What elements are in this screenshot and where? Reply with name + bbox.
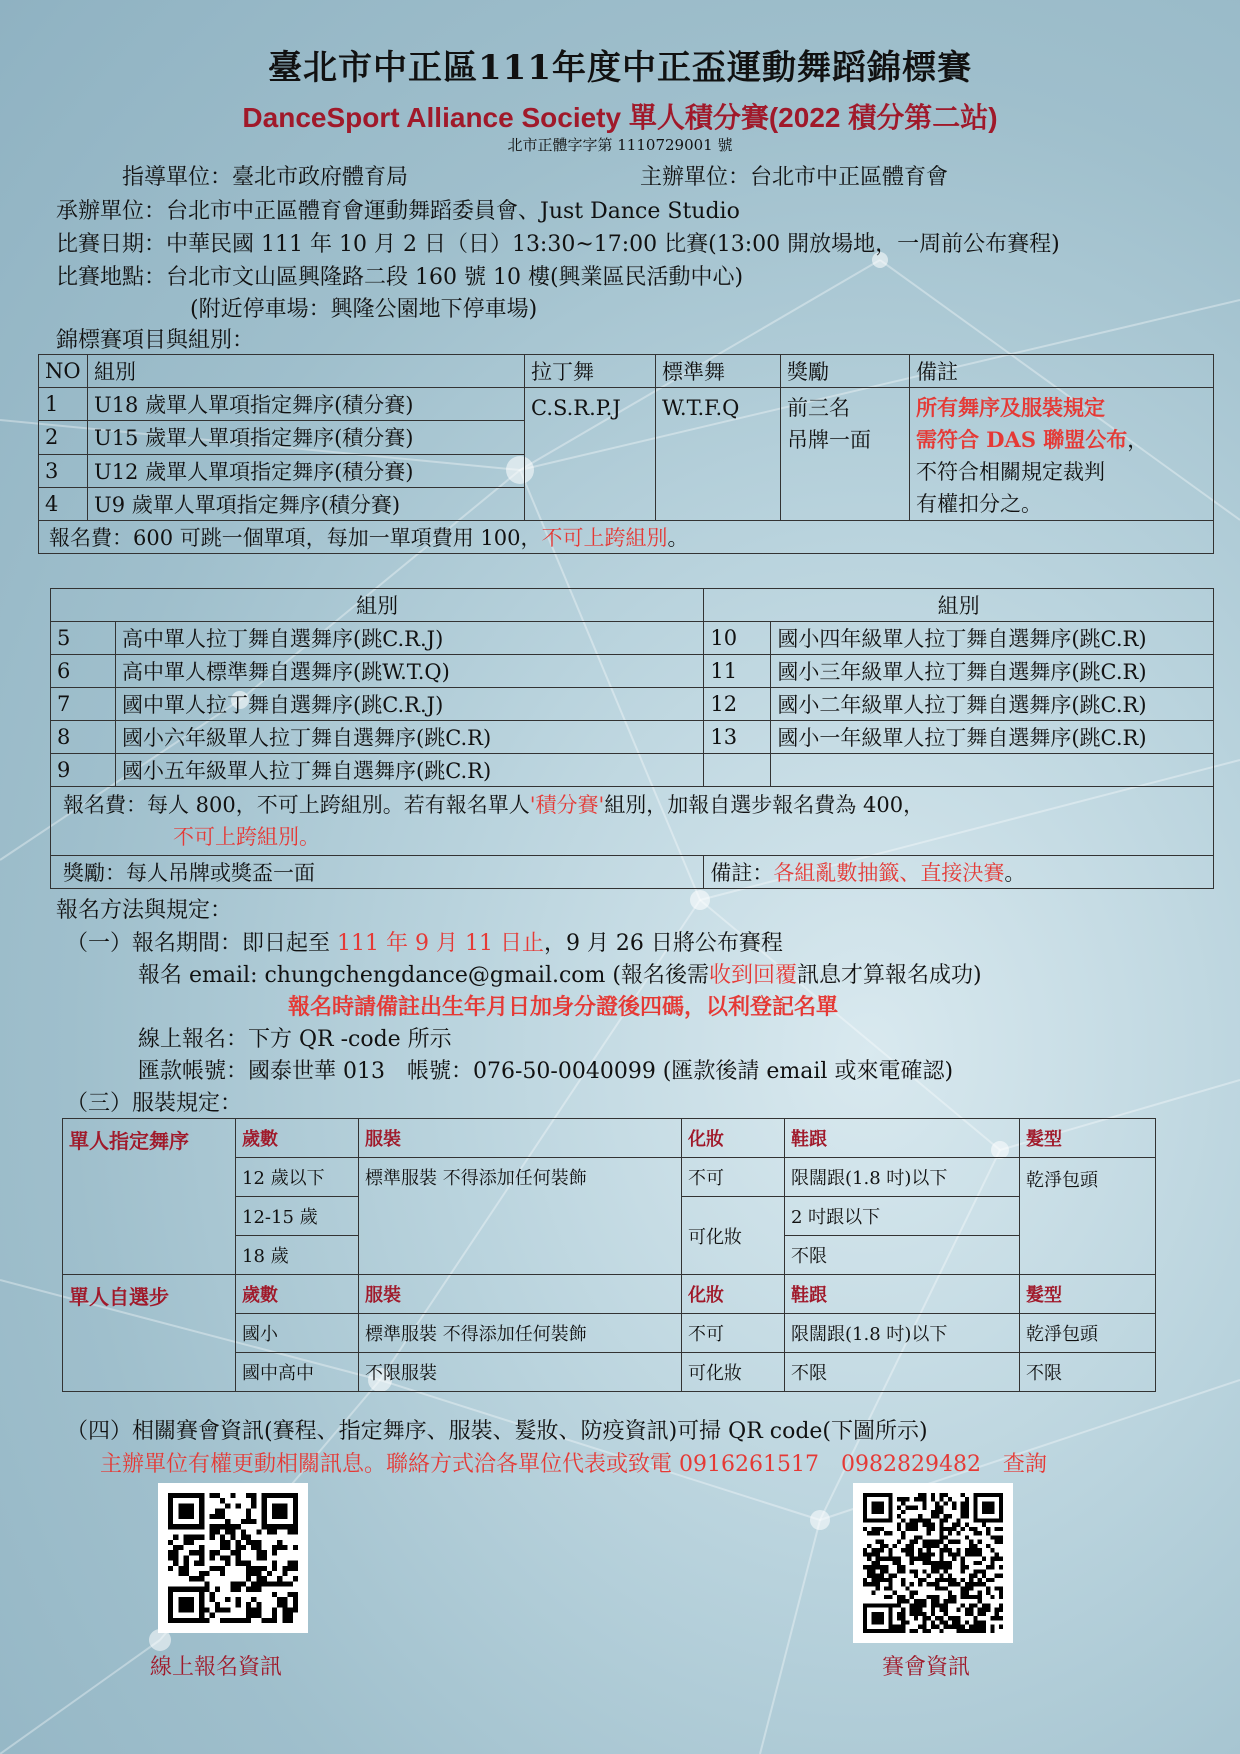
dress-code-table: 單人指定舞序 歲數 服裝 化妝 鞋跟 髮型 12 歲以下 標準服裝 不得添加任何裝飾 不可 限闊跟(1.8 吋)以下 乾淨包頭 12-15 歲 可化妝 2 吋跟以下 18 歲 不限 單人自選步 歲數 服裝 化妝 鞋跟 髮型 國小 標準服裝 不得添加任何裝飾 不可 限闊跟(1.8 吋)以下 乾淨包頭 國中高中 不限服裝 可化妝 不限 不限 bbox=[62, 1118, 1156, 1392]
guide-unit: 指導單位：臺北市政府體育局 bbox=[122, 165, 409, 190]
table-header-row: NO 組別 拉丁舞 標準舞 獎勵 備註 bbox=[39, 355, 1214, 388]
category-free-choice: 單人自選步 bbox=[63, 1275, 236, 1392]
fee-row: 報名費：每人 800，不可上跨組別。若有報名單人'積分賽'組別，加報自選步報名費為 400， 不可上跨組別。 bbox=[51, 787, 1214, 856]
remarks: 所有舞序及服裝規定 需符合 DAS 聯盟公布， 不符合相關規定裁判 有權扣分之。 bbox=[910, 388, 1214, 521]
page-subtitle: DanceSport Alliance Society 單人積分賽(2022 積分第二站) bbox=[242, 102, 998, 133]
fee-row: 報名費：600 可跳一個單項，每加一單項費用 100，不可上跨組別。 bbox=[39, 521, 1214, 554]
reward-row: 獎勵：每人吊牌或獎盃一面 備註：各組亂數抽籤、直接決賽。 bbox=[51, 856, 1214, 889]
table-row: 2 U15 歲單人單項指定舞序(積分賽) bbox=[39, 421, 1214, 454]
table-row: 9 國小五年級單人拉丁舞自選舞序(跳C.R) bbox=[51, 754, 1214, 787]
table-row: 18 歲 不限 bbox=[63, 1236, 1156, 1275]
event-venue: 比賽地點：台北市文山區興隆路二段 160 號 10 樓(興業區民活動中心) bbox=[56, 265, 744, 290]
event-date: 比賽日期：中華民國 111 年 10 月 2 日（日）13:30~17:00 比賽(13:00 開放場地，一周前公布賽程) bbox=[56, 232, 1060, 257]
table-row: 國小 標準服裝 不得添加任何裝飾 不可 限闊跟(1.8 吋)以下 乾淨包頭 bbox=[63, 1314, 1156, 1353]
dress-heading: （三）服裝規定： bbox=[66, 1091, 243, 1116]
table-row: 7 國中單人拉丁舞自選舞序(跳C.R.J) 12 國小二年級單人拉丁舞自選舞序(跳C.R) bbox=[51, 688, 1214, 721]
registration-notice: 報名時請備註出生年月日加身分證後四碼，以利登記名單 bbox=[288, 994, 839, 1020]
qr-code-registration[interactable] bbox=[158, 1483, 308, 1633]
organizer-unit: 承辦單位：台北市中正區體育會運動舞蹈委員會、Just Dance Studio bbox=[56, 199, 740, 224]
table-row: 6 高中單人標準舞自選舞序(跳W.T.Q) 11 國小三年級單人拉丁舞自選舞序(跳C.R) bbox=[51, 655, 1214, 688]
standard-dances: W.T.F.Q bbox=[656, 388, 781, 521]
table-row: 12 歲以下 標準服裝 不得添加任何裝飾 不可 限闊跟(1.8 吋)以下 乾淨包頭 bbox=[63, 1158, 1156, 1197]
event-info-note: （四）相關賽會資訊(賽程、指定舞序、服裝、髮妝、防疫資訊)可掃 QR code(下圖所示) bbox=[66, 1419, 928, 1444]
table-header-row: 組別 組別 bbox=[51, 589, 1214, 622]
contact-note: 主辦單位有權更動相關訊息。聯絡方式洽各單位代表或致電 0916261517 0982829482 查詢 bbox=[100, 1452, 1047, 1477]
points-competition-table bbox=[38, 354, 1214, 554]
online-registration: 線上報名：下方 QR -code 所示 bbox=[138, 1027, 452, 1052]
registration-period: （一）報名期間：即日起至 111 年 9 月 11 日止，9 月 26 日將公布賽程 bbox=[66, 931, 783, 956]
table-row: 12-15 歲 可化妝 2 吋跟以下 bbox=[63, 1197, 1156, 1236]
table-row: 3 U12 歲單人單項指定舞序(積分賽) bbox=[39, 454, 1214, 487]
qr-caption-registration: 線上報名資訊 bbox=[150, 1655, 283, 1680]
reward: 前三名 吊牌一面 bbox=[781, 388, 910, 521]
page-title: 臺北市中正區111年度中正盃運動舞蹈錦標賽 bbox=[268, 48, 972, 88]
qr-caption-event-info: 賽會資訊 bbox=[882, 1655, 971, 1680]
parking-info: (附近停車場：興隆公園地下停車場) bbox=[190, 297, 538, 322]
host-unit: 主辦單位：台北市中正區體育會 bbox=[640, 165, 949, 190]
registration-heading: 報名方法與規定： bbox=[56, 898, 233, 923]
bank-account: 匯款帳號：國泰世華 013 帳號：076-50-0040099 (匯款後請 email 或來電確認) bbox=[138, 1059, 954, 1084]
table-row: 1 U18 歲單人單項指定舞序(積分賽) C.S.R.P.J W.T.F.Q 前三名 吊牌一面 所有舞序及服裝規定 需符合 DAS 聯盟公布， 不符合相關規定裁判 有權扣分之。 bbox=[39, 388, 1214, 421]
table-row: 4 U9 歲單人單項指定舞序(積分賽) bbox=[39, 487, 1214, 520]
table-row: 國中高中 不限服裝 可化妝 不限 不限 bbox=[63, 1353, 1156, 1392]
qr-code-event-info[interactable] bbox=[853, 1483, 1013, 1643]
registration-email: 報名 email: chungchengdance@gmail.com (報名後需收到回覆訊息才算報名成功) bbox=[138, 963, 982, 988]
section-label: 錦標賽項目與組別： bbox=[56, 328, 255, 353]
category-set-routine: 單人指定舞序 bbox=[63, 1119, 236, 1275]
latin-dances: C.S.R.P.J bbox=[525, 388, 656, 521]
table-row: 5 高中單人拉丁舞自選舞序(跳C.R.J) 10 國小四年級單人拉丁舞自選舞序(跳C.R) bbox=[51, 622, 1214, 655]
table-row: 8 國小六年級單人拉丁舞自選舞序(跳C.R) 13 國小一年級單人拉丁舞自選舞序(跳C.R) bbox=[51, 721, 1214, 754]
free-choice-table bbox=[50, 588, 1214, 889]
document-number: 北市正體字字第 1110729001 號 bbox=[507, 136, 733, 154]
